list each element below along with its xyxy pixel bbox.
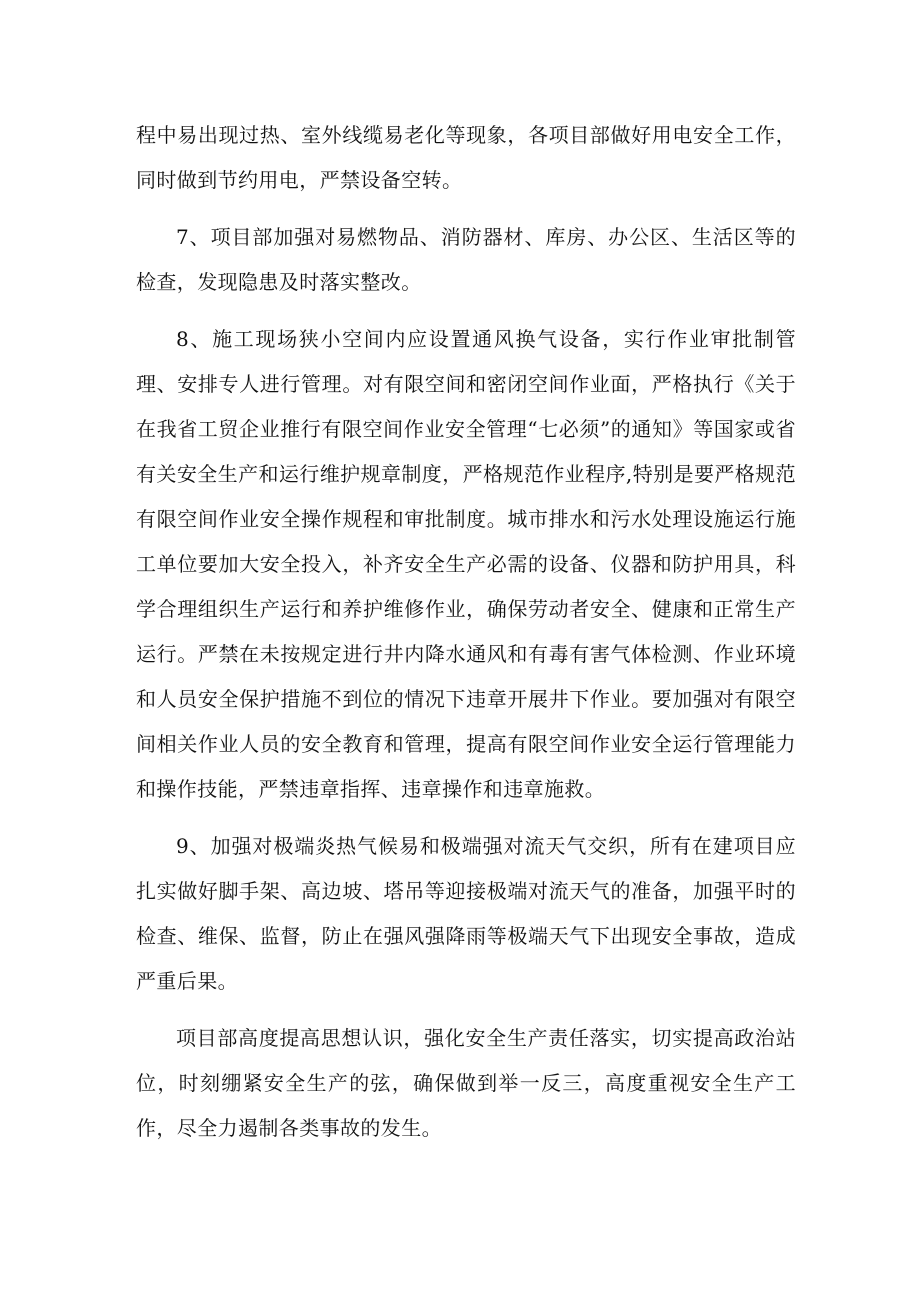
paragraph-item-8: 8、施工现场狭小空间内应设置通风换气设备，实行作业审批制管理、安排专人进行管理。对有限空间和密闭空间作业面，严格执行《关于在我省工贸企业推行有限空间作业安全管理“七必须”的通知》等国家或省有关安全生产和运行维护规章制度，严格规范作业程序,特别是要严格规范有限空间作业安全操作规程和审批制度。城市排水和污水处理设施运行施工单位要加大安全投入，补齐安全生产必需的设备、仪器和防护用具，科学合理组织生产运行和养护维修作业，确保劳动者安全、健康和正常生产运行。严禁在未按规定进行井内降水通风和有毒有害气体检测、作业环境和人员安全保护措施不到位的情况下违章开展井下作业。要加强对有限空间相关作业人员的安全教育和管理，提高有限空间作业安全运行管理能力和操作技能，严禁违章指挥、违章操作和违章施救。 xyxy=(136,327,796,801)
paragraph-item-9: 9、加强对极端炎热气候易和极端强对流天气交织，所有在建项目应扎实做好脚手架、高边坡、塔吊等迎接极端对流天气的准备，加强平时的检查、维保、监督，防止在强风强降雨等极端天气下出现安全事故，造成严重后果。 xyxy=(136,834,796,993)
paragraph-conclusion: 项目部高度提高思想认识，强化安全生产责任落实，切实提高政治站位，时刻绷紧安全生产的弦，确保做到举一反三，高度重视安全生产工作，尽全力遏制各类事故的发生。 xyxy=(136,1026,796,1140)
paragraph-item-7: 7、项目部加强对易燃物品、消防器材、库房、办公区、生活区等的检查，发现隐患及时落实整改。 xyxy=(136,225,796,294)
paragraph-continuation: 程中易出现过热、室外线缆易老化等现象，各项目部做好用电安全工作，同时做到节约用电，严禁设备空转。 xyxy=(136,123,796,192)
document-body xyxy=(136,113,796,1163)
